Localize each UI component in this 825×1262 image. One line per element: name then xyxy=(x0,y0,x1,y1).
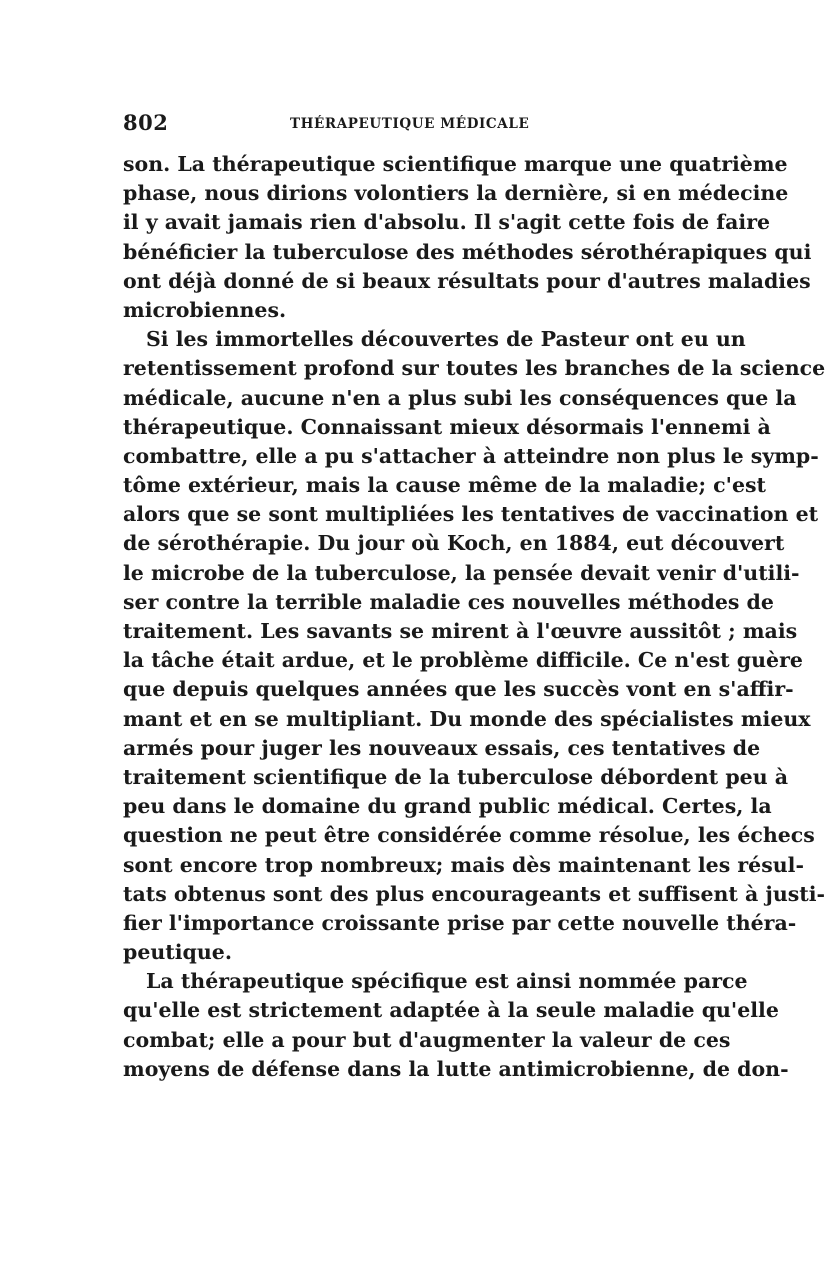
running-head xyxy=(123,110,676,140)
text-line: tats obtenus sont des plus encourageants et suffisent à justi- xyxy=(123,881,825,906)
text-line: alors que se sont multipliées les tentatives de vaccination et xyxy=(123,502,819,527)
text-line: combat; elle a pour but d'augmenter la valeur de ces xyxy=(123,1027,731,1052)
text-line: moyens de défense dans la lutte antimicrobienne, de don- xyxy=(123,1056,789,1081)
text-line: sont encore trop nombreux; mais dès maintenant les résul- xyxy=(123,852,804,877)
paragraph-start-line: Si les immortelles découvertes de Pasteur ont eu un xyxy=(146,327,746,352)
text-line: traitement. Les savants se mirent à l'œuvre aussitôt ; mais xyxy=(123,619,798,643)
text-line: médicale, aucune n'en a plus subi les conséquences que la xyxy=(123,385,797,410)
text-line: tôme extérieur, mais la cause même de la maladie; c'est xyxy=(123,473,766,498)
text-line: que depuis quelques années que les succès vont en s'affir- xyxy=(123,677,794,702)
body-text xyxy=(123,150,825,1084)
text-line: traitement scientifique de la tuberculose débordent peu à xyxy=(123,764,789,789)
text-line: microbiennes. xyxy=(123,297,287,322)
text-line: peu dans le domaine du grand public médical. Certes, la xyxy=(123,794,772,819)
text-line: peutique. xyxy=(123,940,232,965)
page-number: 802 xyxy=(123,110,169,135)
text-line: armés pour juger les nouveaux essais, ces tentatives de xyxy=(123,735,761,760)
text-line: le microbe de la tuberculose, la pensée devait venir d'utili- xyxy=(123,560,800,585)
text-line: bénéficier la tuberculose des méthodes sérothérapiques qui xyxy=(123,239,812,264)
text-line: son. La thérapeutique scientifique marque une quatrième xyxy=(123,152,788,176)
text-line: fier l'importance croissante prise par cette nouvelle théra- xyxy=(123,910,797,935)
text-line: question ne peut être considérée comme résolue, les échecs xyxy=(123,823,815,848)
text-line: la tâche était ardue, et le problème difficile. Ce n'est guère xyxy=(123,648,803,673)
text-line: thérapeutique. Connaissant mieux désormais l'ennemi à xyxy=(123,414,771,439)
running-title: THÉRAPEUTIQUE MÉDICALE xyxy=(290,116,530,132)
text-line: ser contre la terrible maladie ces nouvelles méthodes de xyxy=(123,589,774,614)
paragraph-start-line: La thérapeutique spécifique est ainsi nommée parce xyxy=(146,969,748,994)
text-line: qu'elle est strictement adaptée à la seule maladie qu'elle xyxy=(123,998,779,1023)
text-line: mant et en se multipliant. Du monde des spécialistes mieux xyxy=(123,706,811,731)
text-line: combattre, elle a pu s'attacher à atteindre non plus le symp- xyxy=(123,443,819,468)
text-line: de sérothérapie. Du jour où Koch, en 1884, eut découvert xyxy=(123,531,785,556)
text-line: retentissement profond sur toutes les branches de la science xyxy=(123,356,825,381)
text-line: phase, nous dirions volontiers la dernière, si en médecine xyxy=(123,181,789,206)
text-line: ont déjà donné de si beaux résultats pour d'autres maladies xyxy=(123,268,811,293)
text-line: il y avait jamais rien d'absolu. Il s'agit cette fois de faire xyxy=(123,210,771,235)
